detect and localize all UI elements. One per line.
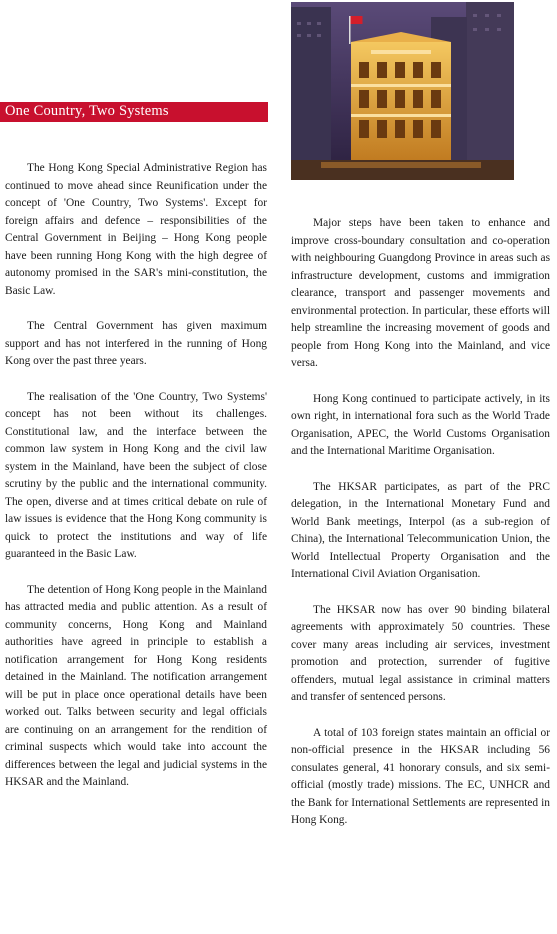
paragraph: A total of 103 foreign states maintain an official or non-official presence in the HKSAR including 56 consulates general, 41 honorary consuls, and six semi-official (mostly trade) missions. The EC, UNHCR and the Bank for International Settlements are represented in Hong Kong. bbox=[291, 726, 550, 826]
night-building-illustration bbox=[291, 2, 514, 180]
paragraph: The HKSAR now has over 90 binding bilateral agreements with approximately 50 countries. These cover many areas including air services, investment promotion and protection, surrender of fugitive offenders, mutual legal assistance in criminal matters and transfer of sentenced persons. bbox=[291, 603, 550, 703]
paragraph: The HKSAR participates, as part of the PRC delegation, in the International Monetary Fund and World Bank meetings, Interpol (as a sub-region of China), the International Telecommunication Union, the World Intellectual Property Organisation and the International Civil Aviation Organisation. bbox=[291, 480, 550, 580]
paragraph: The realisation of the 'One Country, Two Systems' concept has not been without its challenges. Constitutional law, and the interface between the common law system in Hong Kong and the civil law system in the Mainland, have been the subject of close scrutiny by the public and the international community. The open, diverse and at times critical debate on rule of law issues is evidence that the Hong Kong community is quick to protect the institutions and way of life guaranteed in the Basic Law. bbox=[5, 390, 267, 560]
paragraph: The detention of Hong Kong people in the Mainland has attracted media and public attention. As a result of community concerns, Hong Kong and Mainland authorities have agreed in principle to establish a notification arrangement for Hong Kong residents detained in the Mainland. The notification arrangement will be put in place once operational details have been worked out. Talks between security and legal officials are continuing on an arrangement for the rendition of criminal suspects which would take into account the differences between the legal and judicial systems in the HKSAR and the Mainland. bbox=[5, 583, 267, 788]
section-title: One Country, Two Systems bbox=[5, 103, 169, 119]
left-column bbox=[5, 160, 267, 810]
building-photo bbox=[291, 2, 514, 180]
paragraph: The Central Government has given maximum support and has not interfered in the running of Hong Kong over the past three years. bbox=[5, 320, 267, 367]
paragraph: The Hong Kong Special Administrative Region has continued to move ahead since Reunification under the concept of 'One Country, Two Systems'. Except for foreign affairs and defence – responsibilities of the Central Government in Beijing – Hong Kong people have been running Hong Kong with the high degree of autonomy promised in the SAR's mini-constitution, the Basic Law. bbox=[5, 162, 267, 297]
paragraph: Major steps have been taken to enhance and improve cross-boundary consultation and co-operation with neighbouring Guangdong Province in areas such as infrastructure development, customs and immigration clearance, transport and passenger movements and environmental protection. In particular, these efforts will help streamline the increasing movement of goods and people from Hong Kong into the Mainland, and vice versa. bbox=[291, 217, 550, 369]
section-banner bbox=[0, 102, 268, 122]
paragraph: Hong Kong continued to participate actively, in its own right, in international fora such as the World Trade Organisation, APEC, the World Customs Organisation and the International Maritime Organisation. bbox=[291, 392, 550, 457]
right-column bbox=[291, 215, 550, 848]
